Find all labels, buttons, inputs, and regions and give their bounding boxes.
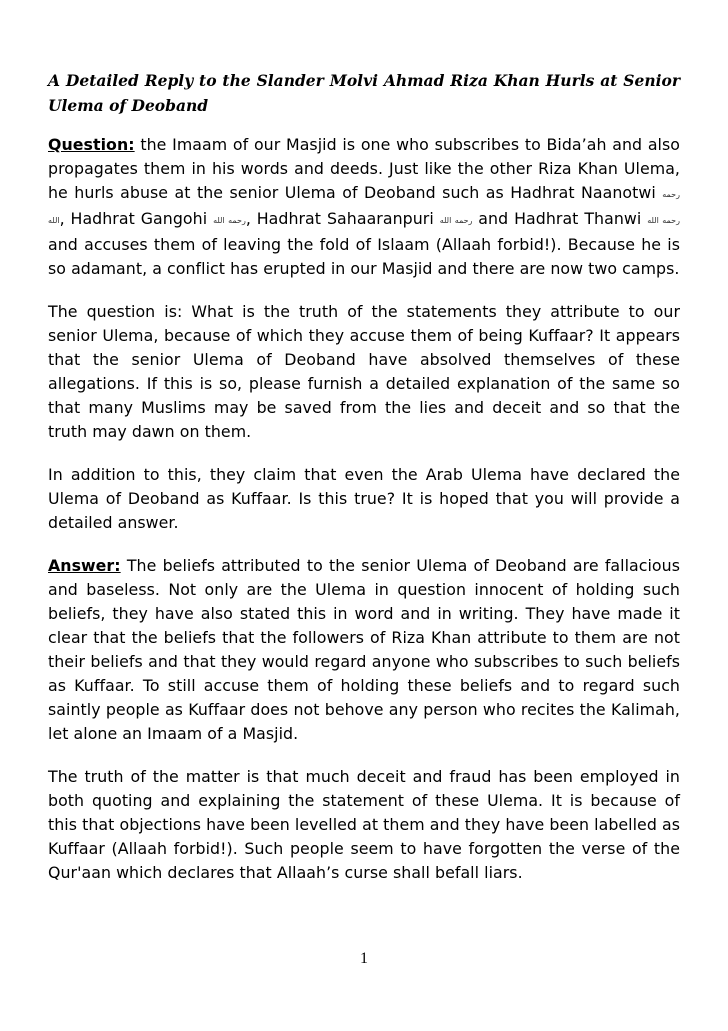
question-paragraph xyxy=(48,133,680,281)
honorific-thanwi: رحمه الله xyxy=(647,216,680,225)
answer-text-1: The beliefs attributed to the senior Ulema of Deoband are fallacious and baseless. Not only are the Ulema in question innocent of holding such beliefs, they have also stated this in word and in writing. They have made it clear that the beliefs that the followers of Riza Khan attribute to them are not their beliefs and that they would regard anyone who subscribes to such beliefs as Kuffaar. To still accuse them of holding these beliefs and to regard such saintly people as Kuffaar does not behove any person who recites the Kalimah, let alone an Imaam of a Masjid. xyxy=(48,556,680,743)
document-page xyxy=(48,68,680,904)
document-title: A Detailed Reply to the Slander Molvi Ahmad Riza Khan Hurls at Senior Ulema of Deoband xyxy=(48,71,680,115)
question-text-1: the Imaam of our Masjid is one who subscribes to Bida’ah and also propagates them in his words and deeds. Just like the other Riza Khan Ulema, he hurls abuse at the senior Ulema of Deoband such as Hadhrat Naanotwi xyxy=(48,135,680,202)
question-text-2: , Hadhrat Gangohi xyxy=(59,209,214,228)
honorific-naanotwi: رحمه الله xyxy=(48,190,680,225)
question-paragraph-3: In addition to this, they claim that even the Arab Ulema have declared the Ulema of Deoband as Kuffaar. Is this true? It is hoped that you will provide a detailed answer. xyxy=(48,465,680,532)
honorific-sahaaranpuri: رحمه الله xyxy=(439,216,473,225)
question-text-3: , Hadhrat Sahaaranpuri xyxy=(245,209,440,228)
question-text-4: and Hadhrat Thanwi xyxy=(472,209,648,228)
answer-paragraph-2: The truth of the matter is that much deceit and fraud has been employed in both quoting and explaining the statement of these Ulema. It is because of this that objections have been levelled at them and they have been labelled as Kuffaar (Allaah forbid!). Such people seem to have forgotten the verse of the Qur'aan which declares that Allaah’s curse shall befall liars. xyxy=(48,767,680,882)
question-paragraph-2: The question is: What is the truth of the statements they attribute to our senior Ulema, because of which they accuse them of being Kuffaar? It appears that the senior Ulema of Deoband have absolved themselves of these allegations. If this is so, please furnish a detailed explanation of the same so that many Muslims may be saved from the lies and deceit and so that the truth may dawn on them. xyxy=(48,302,680,441)
page-number: 1 xyxy=(360,950,368,967)
question-label: Question: xyxy=(48,135,135,154)
question-text-5: and accuses them of leaving the fold of Islaam (Allaah forbid!). Because he is so adamant, a conflict has erupted in our Masjid and there are now two camps. xyxy=(48,235,680,278)
answer-paragraph xyxy=(48,554,680,746)
honorific-gangohi: رحمه الله xyxy=(213,216,246,225)
answer-label: Answer: xyxy=(48,556,121,575)
